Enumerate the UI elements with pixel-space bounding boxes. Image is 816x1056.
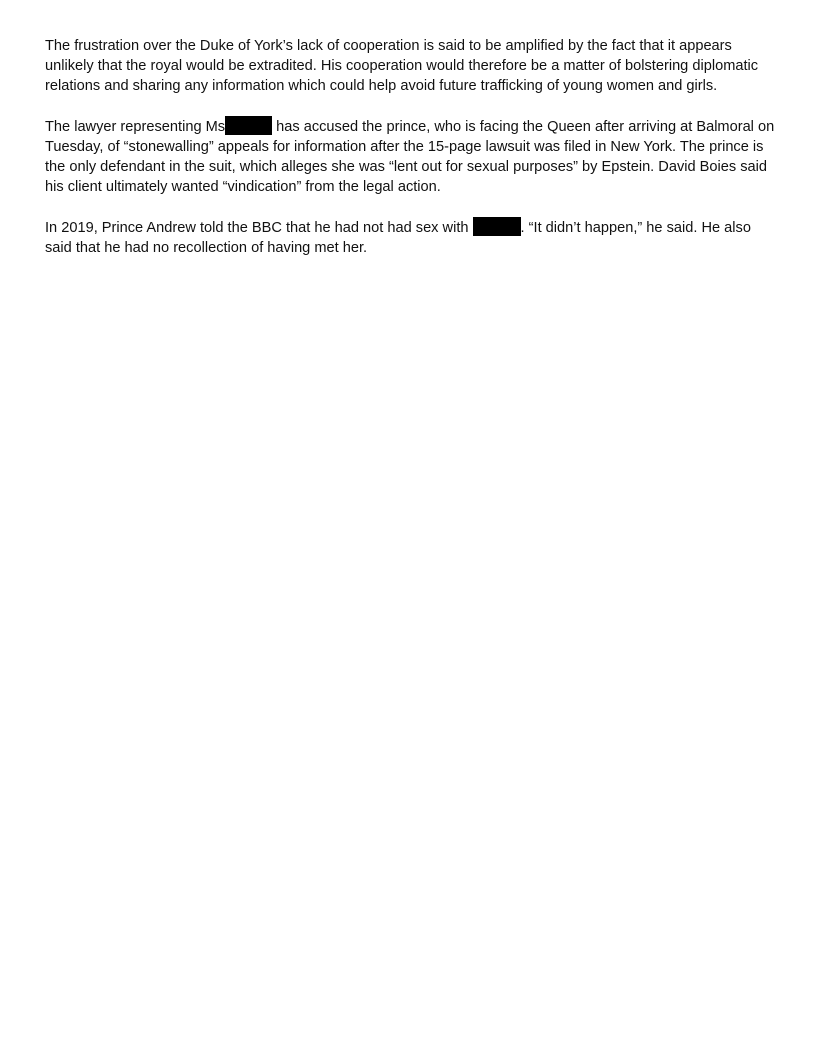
redaction-block [225, 116, 272, 135]
paragraph-lawyer [45, 116, 775, 197]
paragraph-text: The frustration over the Duke of York’s lack of cooperation is said to be amplified by the fact that it appears unlikely that the royal would be extradited. His cooperation would therefore be a matter of bolstering diplomatic relations and sharing any information which could help avoid future trafficking of young women and girls. [45, 38, 759, 94]
paragraph-frustration [45, 36, 775, 96]
paragraph-bbc-interview [45, 217, 775, 258]
redaction-block [473, 217, 521, 236]
paragraph-text-before: In 2019, Prince Andrew told the BBC that he had not had sex with [45, 220, 473, 236]
paragraph-text-after: has accused the prince, who is facing the Queen after arriving at Balmoral on Tuesday, of “stonewalling” appeals for information after the 15-page lawsuit was filed in New York. The prince is the only defendant in the suit, which alleges she was “lent out for sexual purposes” by Epstein. David Boies said his client ultimately wanted “vindication” from the legal action. [45, 119, 775, 195]
paragraph-text-before: The lawyer representing Ms [45, 119, 226, 135]
document-page [45, 36, 775, 278]
paragraph-text-after: . “It didn’t happen,” he said. He also said that he had no recollection of having met her. [45, 220, 751, 256]
